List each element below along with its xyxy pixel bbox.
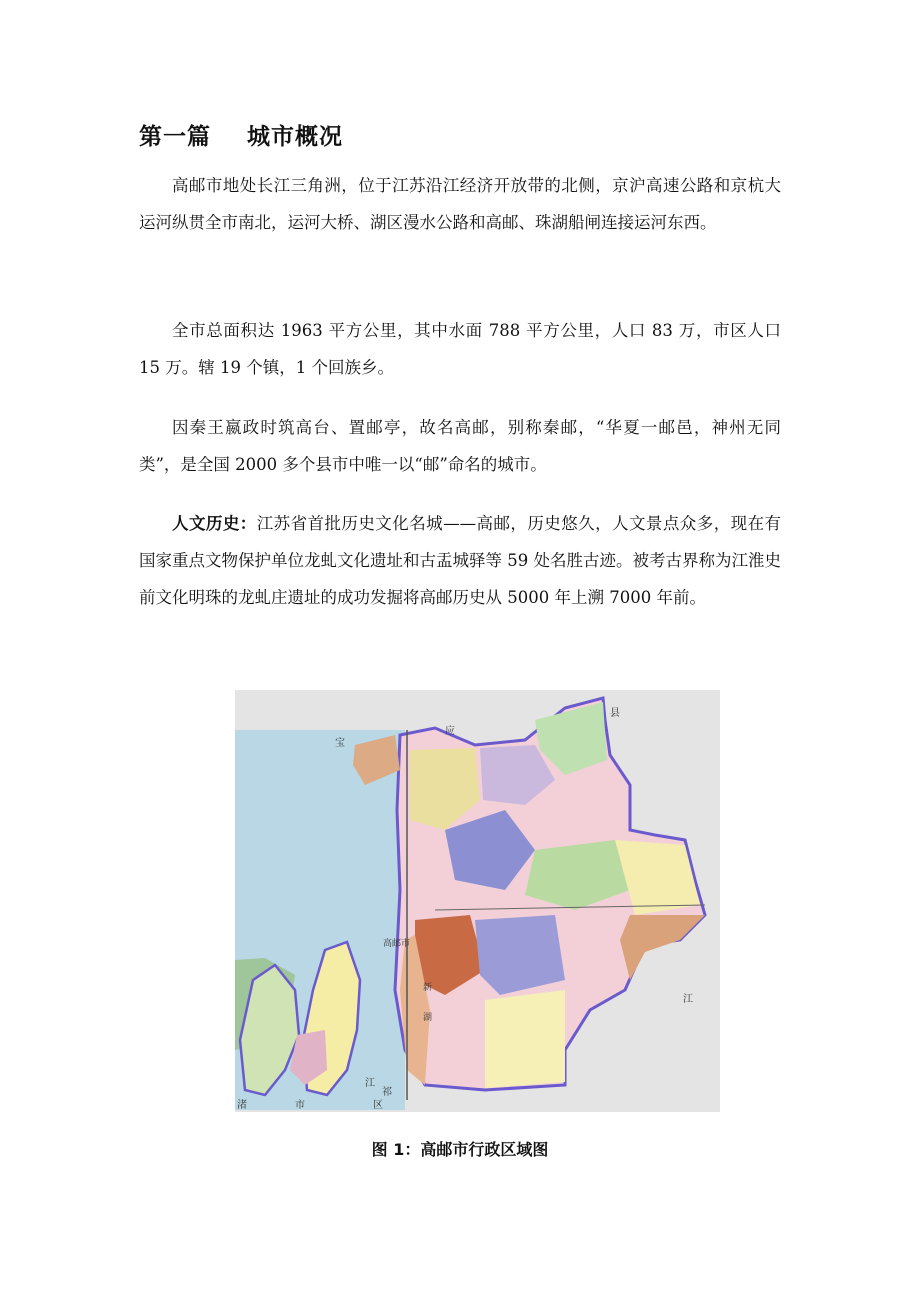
administrative-map	[235, 690, 720, 1112]
map-label-xin: 新	[423, 983, 433, 993]
paragraph-history	[139, 505, 781, 616]
figure-caption: 图 1：高邮市行政区域图	[371, 1140, 549, 1159]
map-label-zhu: 渚	[237, 1100, 247, 1111]
section-heading: 第一篇 城市概况	[139, 124, 344, 150]
map-label-xian: 县	[610, 708, 620, 719]
paragraph-name-origin: 因秦王嬴政时筑高台、置邮亭，故名高邮，别称秦邮，“华夏一邮邑，神州无同类”，是全国 2000 多个县市中唯一以“邮”命名的城市。	[139, 418, 781, 474]
map-label-jiang-east: 江	[683, 994, 693, 1005]
map-label-qi: 祁	[382, 1087, 392, 1098]
region-south-blue	[475, 915, 565, 995]
history-body: 江苏省首批历史文化名城——高邮，历史悠久，人文景点众多，现在有国家重点文物保护单位龙虬文化遗址和古盂城驿等 59 处名胜古迹。被考古界称为江淮史前文化明珠的龙虬庄遗址的成功发掘将高邮历史从 5000 年上溯 7000 年前。	[139, 514, 782, 607]
region-south-yellow	[485, 990, 565, 1088]
map-label-bao: 宝	[335, 738, 345, 749]
map-label-jiang-south: 江	[365, 1078, 375, 1089]
map-label-shi: 市	[295, 1100, 305, 1111]
map-figure	[235, 690, 720, 1112]
map-label-ying: 应	[445, 726, 455, 737]
map-label-hu: 湖	[423, 1013, 433, 1023]
map-label-qu: 区	[373, 1100, 383, 1111]
paragraph-location: 高邮市地处长江三角洲，位于江苏沿江经济开放带的北侧，京沪高速公路和京杭大运河纵贯全市南北，运河大桥、湖区漫水公路和高邮、珠湖船闸连接运河东西。	[139, 176, 781, 232]
paragraph-area-population: 全市总面积达 1963 平方公里，其中水面 788 平方公里，人口 83 万，市区人口 15 万。辖 19 个镇，1 个回族乡。	[139, 321, 781, 377]
history-lead: 人文历史：	[172, 514, 257, 533]
map-label-gaoyou-city: 高邮市	[383, 939, 411, 949]
